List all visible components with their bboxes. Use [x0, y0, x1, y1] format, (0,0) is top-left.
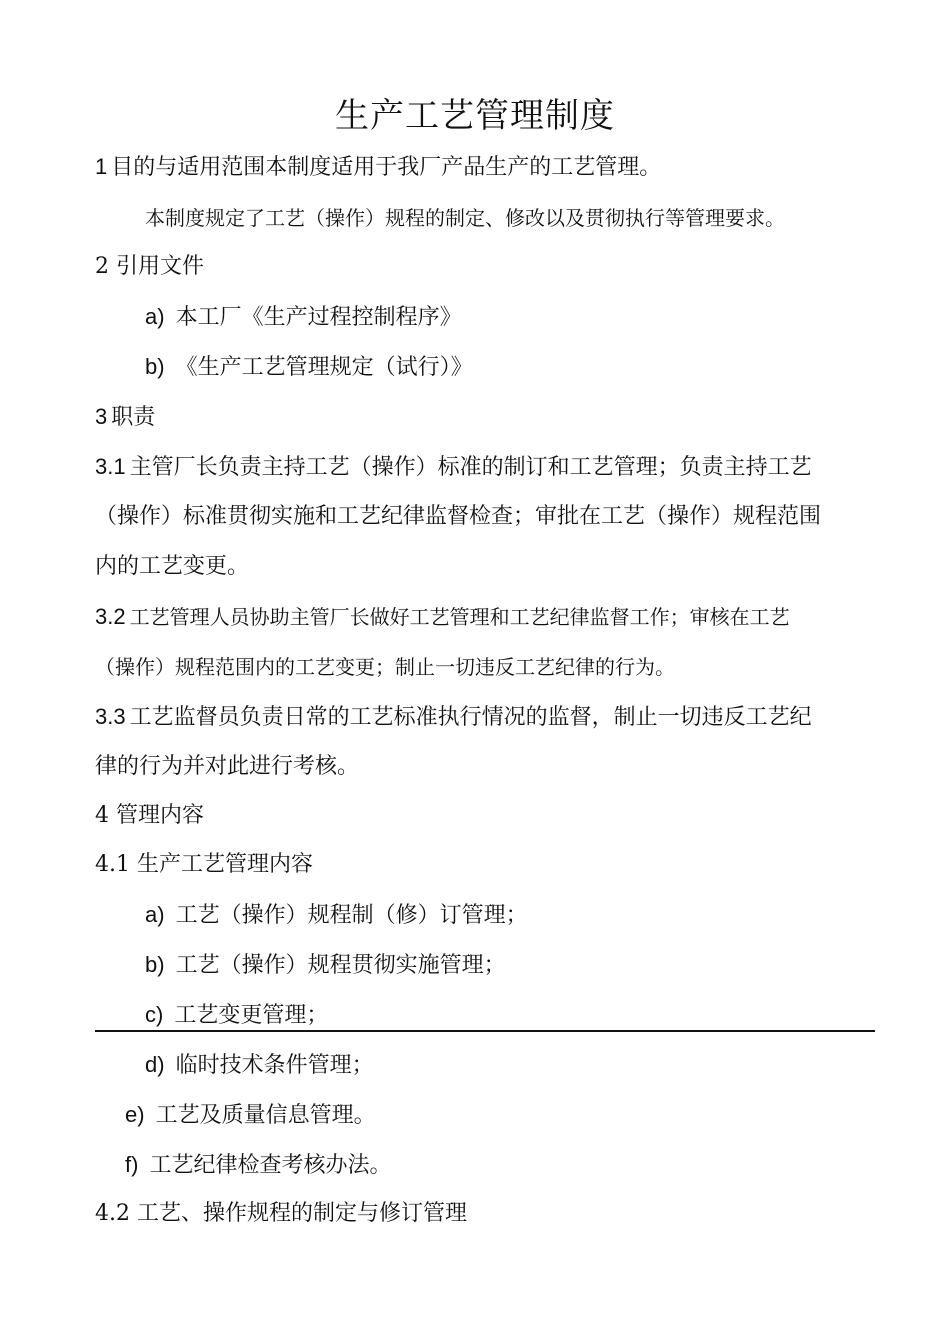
section-3-2-line-1 — [95, 602, 790, 633]
section-2-heading: 2 引用文件 — [95, 254, 204, 279]
section-1-text: 目的与适用范围本制度适用于我厂产品生产的工艺管理。 — [111, 155, 662, 180]
item-text: 《生产工艺管理规定（试行）》 — [175, 355, 473, 380]
section-3-number: 3 — [95, 404, 108, 429]
section-1-subtext: 本制度规定了工艺（操作）规程的制定、修改以及贯彻执行等管理要求。 — [145, 206, 785, 230]
section-4-1-heading: 4.1 生产工艺管理内容 — [95, 852, 313, 877]
item-text: 工艺变更管理； — [174, 1003, 329, 1028]
section-3-3-text: 工艺监督员负责日常的工艺标准执行情况的监督，制止一切违反工艺纪 — [129, 705, 812, 730]
section-4-1-item-a — [145, 900, 528, 931]
item-label: c) — [145, 1002, 164, 1027]
section-3-2-text: 工艺管理人员协助主管厂长做好工艺管理和工艺纪律监督工作；审核在工艺 — [129, 605, 790, 629]
section-3-3-line-1 — [95, 702, 812, 733]
section-2-item-a — [145, 302, 462, 333]
section-3-3-line-2: 律的行为并对此进行考核。 — [95, 754, 360, 779]
item-label: b) — [145, 952, 165, 977]
item-label: b) — [145, 354, 165, 379]
item-text: 工艺及质量信息管理。 — [155, 1103, 376, 1128]
section-3-1-line-3: 内的工艺变更。 — [95, 554, 250, 579]
section-4-1-item-e — [125, 1100, 376, 1131]
item-text: 工艺（操作）规程制（修）订管理； — [175, 903, 528, 928]
section-3-1-line-1 — [95, 452, 812, 483]
section-4-heading: 4 管理内容 — [95, 803, 204, 828]
document-title: 生产工艺管理制度 — [335, 96, 615, 136]
section-4-1-item-c — [145, 1000, 328, 1031]
item-text: 临时技术条件管理； — [175, 1053, 374, 1078]
item-label: a) — [145, 304, 165, 329]
section-3-text: 职责 — [111, 405, 156, 430]
section-4-1-item-f — [125, 1150, 391, 1181]
section-4-2-heading: 4.2 工艺、操作规程的制定与修订管理 — [95, 1201, 467, 1226]
section-3-1-number: 3.1 — [95, 454, 126, 479]
section-3-1-text: 主管厂长负责主持工艺（操作）标准的制订和工艺管理；负责主持工艺 — [129, 455, 812, 480]
item-text: 工艺（操作）规程贯彻实施管理； — [175, 953, 506, 978]
item-text: 工艺纪律检查考核办法。 — [149, 1153, 392, 1178]
section-3-2-number: 3.2 — [95, 604, 126, 629]
item-label: a) — [145, 902, 165, 927]
section-3-3-number: 3.3 — [95, 704, 126, 729]
section-2-item-b — [145, 352, 473, 383]
horizontal-divider — [95, 1030, 875, 1032]
item-label: d) — [145, 1052, 165, 1077]
section-1-number: 1 — [95, 154, 108, 179]
section-3-1-line-2: （操作）标准贯彻实施和工艺纪律监督检查；审批在工艺（操作）规程范围 — [95, 504, 822, 529]
section-3-heading — [95, 402, 155, 433]
section-4-1-item-d — [145, 1050, 374, 1081]
item-text: 本工厂《生产过程控制程序》 — [175, 305, 462, 330]
section-4-1-item-b — [145, 950, 506, 981]
item-label: e) — [125, 1102, 145, 1127]
section-1-line — [95, 152, 661, 183]
section-3-2-line-2: （操作）规程范围内的工艺变更；制止一切违反工艺纪律的行为。 — [95, 655, 675, 679]
item-label: f) — [125, 1152, 139, 1177]
